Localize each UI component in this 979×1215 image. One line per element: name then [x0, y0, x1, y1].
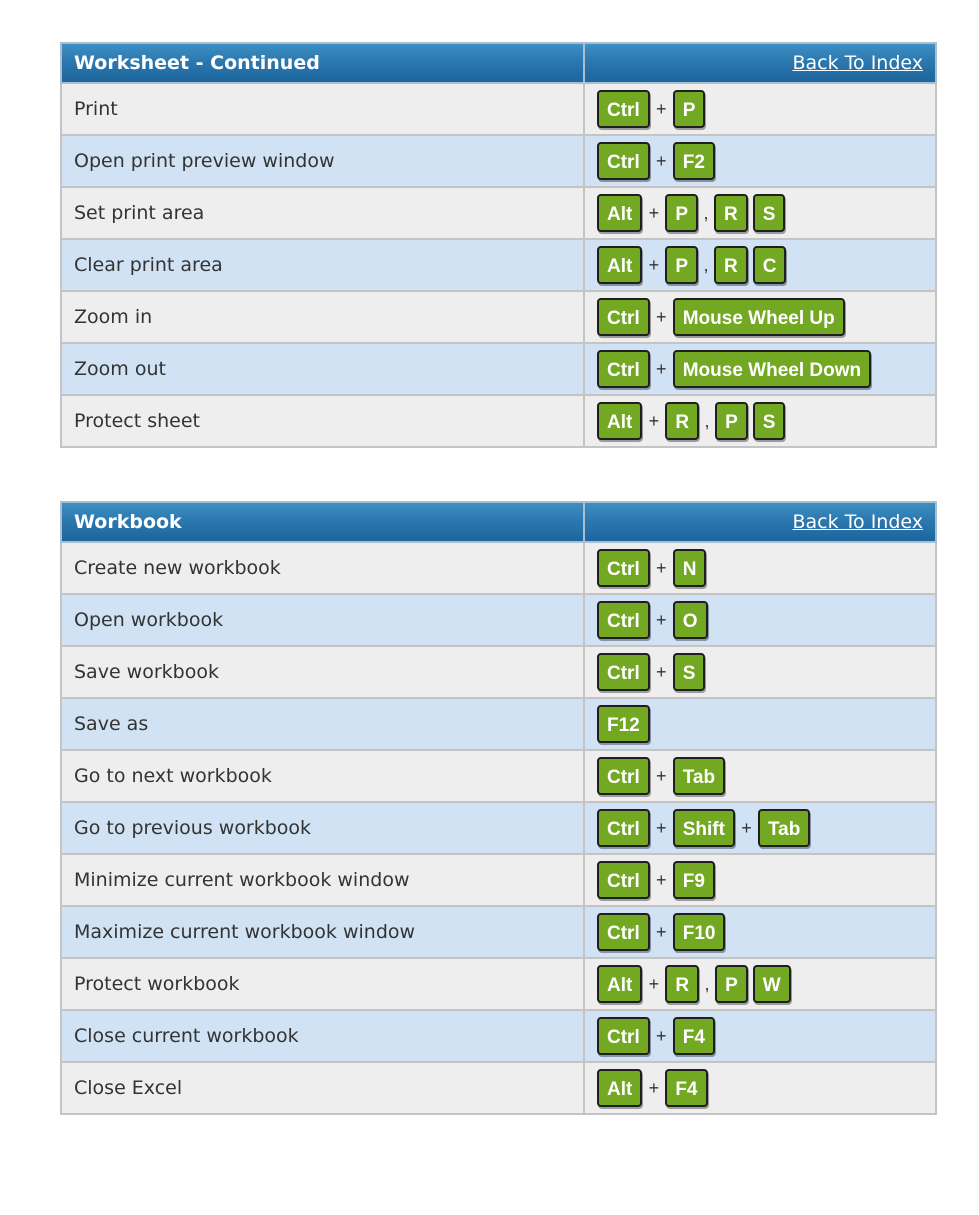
table-row — [61, 854, 936, 906]
shortcut-description: Open print preview window — [61, 135, 584, 187]
shortcut-description: Protect sheet — [61, 395, 584, 447]
table-row — [61, 187, 936, 239]
keyboard-key: C — [753, 246, 787, 284]
shortcut-description: Go to next workbook — [61, 750, 584, 802]
keyboard-key: O — [673, 601, 708, 639]
key-combination — [597, 241, 935, 289]
key-combination — [597, 137, 935, 185]
keyboard-key: Ctrl — [597, 549, 650, 587]
keyboard-key: R — [714, 246, 748, 284]
keyboard-key: F10 — [673, 913, 726, 951]
key-combination — [597, 293, 935, 341]
keyboard-key: Tab — [673, 757, 725, 795]
keyboard-key: W — [753, 965, 791, 1003]
shortcut-keys-cell — [584, 646, 936, 698]
shortcut-description: Close Excel — [61, 1062, 584, 1114]
plus-separator: + — [655, 1025, 667, 1046]
keyboard-key: R — [665, 402, 699, 440]
keyboard-key: Alt — [597, 1069, 642, 1107]
table-row — [61, 1062, 936, 1114]
keyboard-key: Ctrl — [597, 861, 650, 899]
table-title: Worksheet - Continued — [61, 43, 584, 83]
keyboard-key: P — [665, 246, 698, 284]
keyboard-key: Alt — [597, 402, 642, 440]
plus-separator: + — [655, 609, 667, 630]
shortcut-description: Save as — [61, 698, 584, 750]
shortcut-description: Close current workbook — [61, 1010, 584, 1062]
shortcut-keys-cell — [584, 83, 936, 135]
shortcut-description: Save workbook — [61, 646, 584, 698]
table-row — [61, 906, 936, 958]
keyboard-key: Ctrl — [597, 601, 650, 639]
keyboard-key: S — [673, 653, 706, 691]
table-header — [61, 502, 936, 542]
shortcut-keys-cell — [584, 239, 936, 291]
back-to-index-link[interactable]: Back To Index — [792, 511, 923, 533]
keyboard-key: P — [715, 402, 748, 440]
comma-separator: , — [704, 973, 710, 994]
comma-separator: , — [704, 410, 710, 431]
key-combination — [597, 1064, 935, 1112]
shortcut-description: Clear print area — [61, 239, 584, 291]
table-row — [61, 802, 936, 854]
key-combination — [597, 345, 935, 393]
keyboard-key: Ctrl — [597, 913, 650, 951]
key-combination — [597, 596, 935, 644]
table-row — [61, 646, 936, 698]
comma-separator: , — [703, 202, 709, 223]
plus-separator: + — [741, 817, 752, 838]
keyboard-key: Ctrl — [597, 809, 650, 847]
keyboard-key: S — [753, 194, 786, 232]
key-combination — [597, 1012, 935, 1060]
table-row — [61, 542, 936, 594]
keyboard-key: R — [714, 194, 748, 232]
table-row — [61, 1010, 936, 1062]
back-to-index-link[interactable]: Back To Index — [792, 52, 923, 74]
key-combination — [597, 189, 935, 237]
plus-separator: + — [655, 150, 667, 171]
keyboard-key: F12 — [597, 705, 650, 743]
shortcut-description: Create new workbook — [61, 542, 584, 594]
table-row — [61, 83, 936, 135]
keyboard-key: Alt — [597, 194, 642, 232]
keyboard-key: Ctrl — [597, 1017, 650, 1055]
table-title: Workbook — [61, 502, 584, 542]
table-row — [61, 395, 936, 447]
shortcut-keys-cell — [584, 135, 936, 187]
shortcut-description: Zoom in — [61, 291, 584, 343]
plus-separator: + — [648, 973, 660, 994]
keyboard-key: R — [665, 965, 699, 1003]
table-row — [61, 135, 936, 187]
shortcut-description: Minimize current workbook window — [61, 854, 584, 906]
plus-separator: + — [655, 661, 667, 682]
keyboard-key: Tab — [758, 809, 810, 847]
shortcut-description: Print — [61, 83, 584, 135]
plus-separator: + — [648, 1077, 660, 1098]
table-row — [61, 343, 936, 395]
plus-separator: + — [655, 921, 667, 942]
keyboard-key: F2 — [673, 142, 715, 180]
shortcut-description: Protect workbook — [61, 958, 584, 1010]
keyboard-key: P — [665, 194, 698, 232]
key-combination — [597, 700, 935, 748]
plus-separator: + — [655, 869, 667, 890]
shortcut-keys-cell — [584, 906, 936, 958]
shortcut-keys-cell — [584, 291, 936, 343]
table-row — [61, 594, 936, 646]
shortcut-keys-cell — [584, 1010, 936, 1062]
shortcut-keys-cell — [584, 698, 936, 750]
keyboard-key: P — [715, 965, 748, 1003]
shortcut-keys-cell — [584, 395, 936, 447]
shortcut-description: Maximize current workbook window — [61, 906, 584, 958]
table-header — [61, 43, 936, 83]
keyboard-key: F4 — [673, 1017, 715, 1055]
keyboard-key: S — [753, 402, 786, 440]
keyboard-key: F4 — [665, 1069, 707, 1107]
plus-separator: + — [648, 202, 660, 223]
plus-separator: + — [648, 410, 660, 431]
shortcut-keys-cell — [584, 854, 936, 906]
shortcut-description: Go to previous workbook — [61, 802, 584, 854]
keyboard-key: F9 — [673, 861, 715, 899]
workbook-table — [60, 501, 937, 1115]
shortcut-keys-cell — [584, 542, 936, 594]
keyboard-key: Mouse Wheel Down — [673, 350, 871, 388]
keyboard-key: Ctrl — [597, 90, 650, 128]
shortcut-keys-cell — [584, 750, 936, 802]
shortcut-description: Open workbook — [61, 594, 584, 646]
shortcut-keys-cell — [584, 187, 936, 239]
table-row — [61, 291, 936, 343]
key-combination — [597, 804, 935, 852]
key-combination — [597, 648, 935, 696]
keyboard-key: Alt — [597, 246, 642, 284]
key-combination — [597, 960, 935, 1008]
comma-separator: , — [703, 254, 709, 275]
keyboard-key: Ctrl — [597, 350, 650, 388]
table-row — [61, 750, 936, 802]
key-combination — [597, 397, 935, 445]
table-row — [61, 698, 936, 750]
plus-separator: + — [655, 98, 667, 119]
keyboard-key: Ctrl — [597, 298, 650, 336]
worksheet-continued-table — [60, 42, 937, 448]
key-combination — [597, 544, 935, 592]
keyboard-key: Shift — [673, 809, 735, 847]
table-row — [61, 958, 936, 1010]
key-combination — [597, 856, 935, 904]
plus-separator: + — [648, 254, 660, 275]
shortcut-keys-cell — [584, 802, 936, 854]
key-combination — [597, 752, 935, 800]
shortcut-description: Zoom out — [61, 343, 584, 395]
shortcut-keys-cell — [584, 1062, 936, 1114]
shortcut-description: Set print area — [61, 187, 584, 239]
shortcut-keys-cell — [584, 594, 936, 646]
keyboard-key: P — [673, 90, 706, 128]
key-combination — [597, 908, 935, 956]
keyboard-key: Ctrl — [597, 757, 650, 795]
shortcut-keys-cell — [584, 343, 936, 395]
plus-separator: + — [655, 358, 667, 379]
keyboard-key: Ctrl — [597, 142, 650, 180]
keyboard-key: Mouse Wheel Up — [673, 298, 845, 336]
plus-separator: + — [655, 557, 667, 578]
keyboard-key: Alt — [597, 965, 642, 1003]
plus-separator: + — [655, 765, 667, 786]
plus-separator: + — [655, 817, 667, 838]
table-row — [61, 239, 936, 291]
keyboard-key: N — [673, 549, 707, 587]
key-combination — [597, 85, 935, 133]
shortcut-keys-cell — [584, 958, 936, 1010]
plus-separator: + — [655, 306, 667, 327]
keyboard-key: Ctrl — [597, 653, 650, 691]
